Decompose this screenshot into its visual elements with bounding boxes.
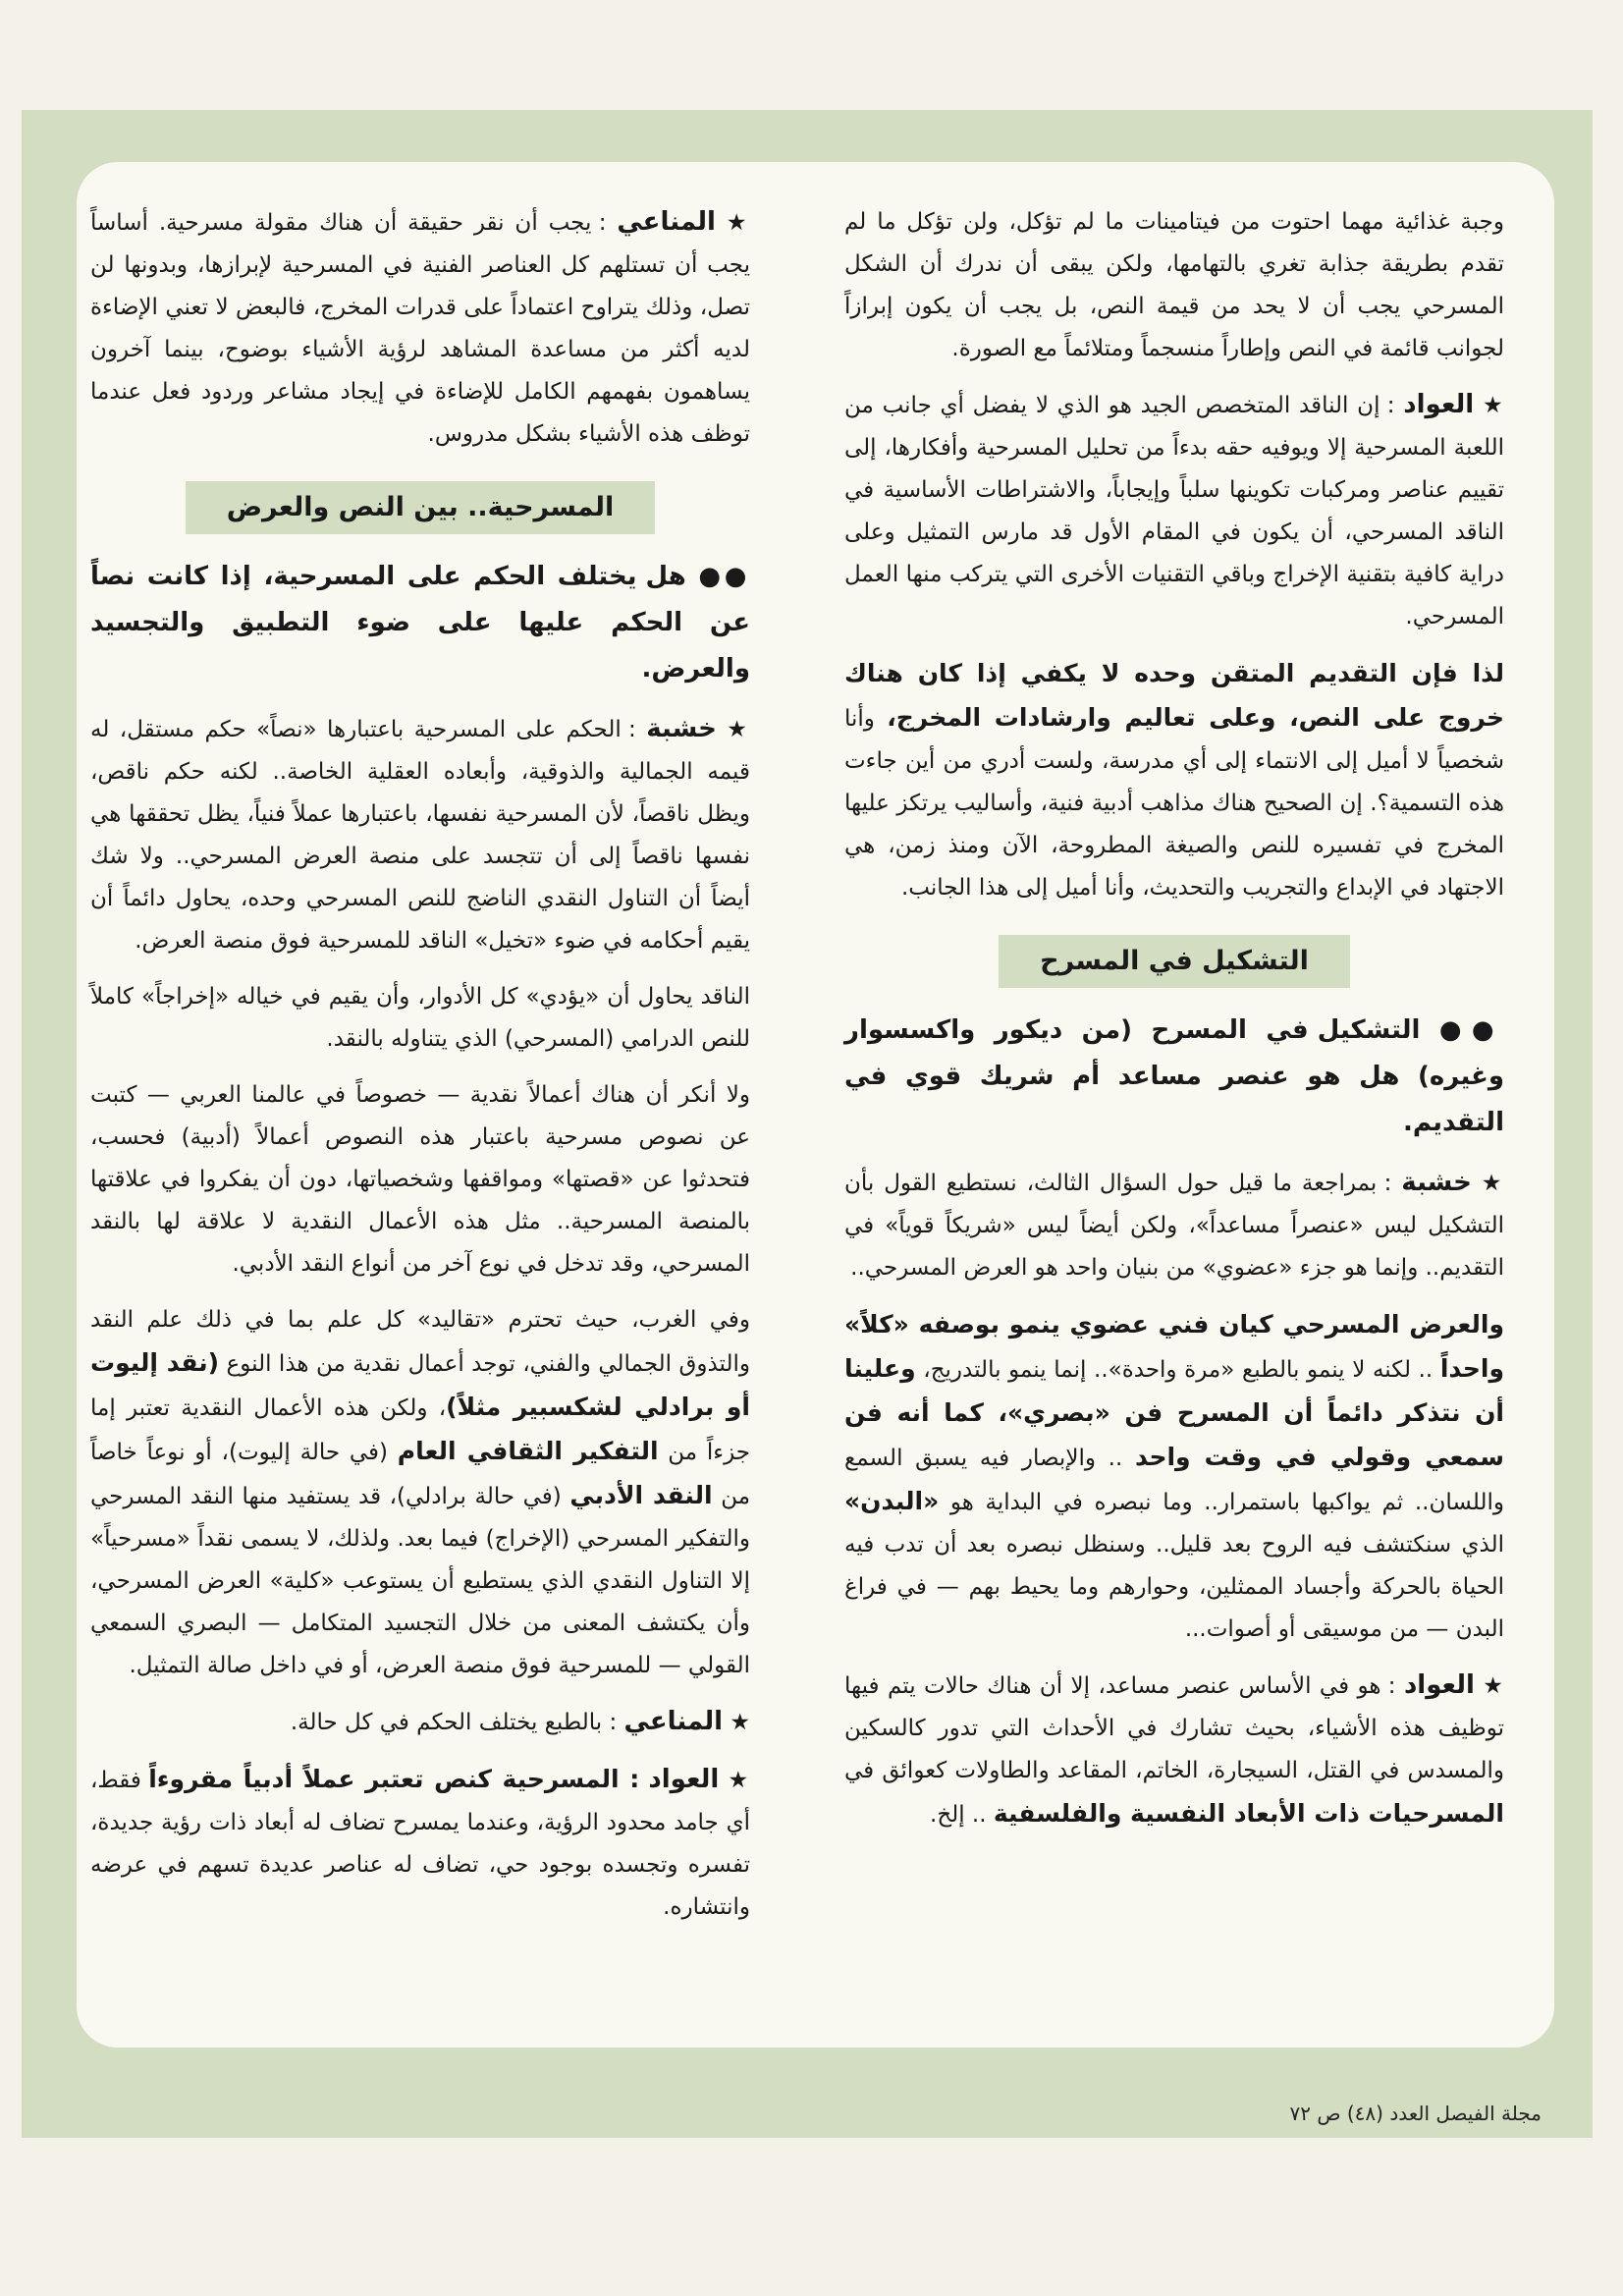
speaker-name: المناعي — [617, 207, 716, 237]
bold-text: والعرض المسرحي كيان فني عضوي ينمو بوصفه «كلاً» واحداً — [844, 1310, 1504, 1383]
paragraph: وفي الغرب، حيث تحترم «تقاليد» كل علم بما في ذلك علم النقد والتذوق الجمالي والفني، توجد أعمال نقدية من هذا النوع (نقد إليوت أو برادلي لشكسبير مثلاً)، ولكن هذه الأعمال النقدية تعتبر إما جزءاً من التفكير الثقافي العام (في حالة إليوت)، أو نوعاً خاصاً من النقد الأدبي (في حالة برادلي)، قد يستفيد منها النقد المسرحي والتفكير المسرحي (الإخراج) فيما بعد. ولذلك، لا يسمى نقداً «مسرحياً» إلا التناول النقدي الذي يستطيع أن يستوعب «كلية» العرض المسرحي، وأن يكتشف المعنى من خلال التجسيد المتكامل — البصري السمعي القولي — للمسرحية فوق منصة العرض، أو في داخل صالة التمثيل. — [90, 1307, 751, 1678]
paragraph: ★ خشبة : بمراجعة ما قيل حول السؤال الثالث، نستطيع القول بأن التشكيل ليس «عنصراً مساعداً»، ولكن أيضاً ليس «شريكاً قوياً» في التقديم.. وإنما هو جزء «عضوي» من بنيان واحد هو العرض المسرحي.. — [844, 1168, 1505, 1281]
page-footer: مجلة الفيصل العدد (٤٨) ص ٧٢ — [1289, 2102, 1542, 2125]
speaker-name: العواد — [1403, 1670, 1475, 1700]
paragraph: ★ خشبة : الحكم على المسرحية باعتبارها «نصاً» حكم مستقل، له قيمه الجمالية والذوقية، وأبعاده العقلية الخاصة.. لكنه حكم ناقص، ويظل ناقصاً، لأن المسرحية نفسها، باعتبارها عملاً فنياً، يظل تحققها هي نفسها ناقصاً إلى أن تتجسد على منصة العرض المسرحي.. ولا شك أيضاً أن التناول النقدي الناضج للنص المسرحي وحده، يحاول دائماً أن يقيم أحكامه في ضوء «تخيل» الناقد للمسرحية فوق منصة العرض. — [90, 714, 751, 954]
star-icon: ★ — [1483, 1673, 1505, 1699]
paragraph: ★ المناعي : يجب أن نقر حقيقة أن هناك مقولة مسرحية. أساساً يجب أن تستلهم كل العناصر الفنية في المسرحية لإبرازها، وبدونها لن تصل، وذلك يتراوح اعتماداً على قدرات المخرج، فالبعض لا تعني الإضاءة لديه أكثر من مساعدة المشاهد لرؤية الأشياء بوضوح، بينما آخرون يساهمون بفهمهم الكامل للإضاءة في إيجاد مشاعر وردود فعل عندما توظف هذه الأشياء بشكل مدروس. — [90, 207, 751, 447]
bold-text: النقد الأدبي — [569, 1481, 713, 1509]
paragraph: ولا أنكر أن هناك أعمالاً نقدية — خصوصاً في عالمنا العربي — كتبت عن نصوص مسرحية باعتبار هذه النصوص أعمالاً (أدبية) فحسب، فتحدثوا عن «قصتها» ومواقفها وشخصياتها، دون أن يفكروا في علاقتها بالمنصة المسرحية.. مثل هذه الأعمال النقدية لا علاقة لها بالنقد المسرحي، وقد تدخل في نوع آخر من أنواع النقد الأدبي. — [90, 1082, 750, 1277]
bold-text: : المسرحية كنص تعتبر عملاً أدبياً مقروءاً — [148, 1765, 640, 1793]
speaker-name: العواد — [648, 1765, 720, 1794]
paragraph: ★ العواد : المسرحية كنص تعتبر عملاً أدبياً مقروءاً فقط، أي جامد محدود الرؤية، وعندما يمسرح تضاف له أبعاد ذات رؤية جديدة، تفسره وتجسده بوجود حي، تضاف له عناصر عديدة تسهم في عرضه وانتشاره. — [90, 1765, 751, 1920]
section-title: المسرحية.. بين النص والعرض — [90, 481, 750, 534]
speaker-name: خشبة — [1401, 1168, 1472, 1197]
bold-text: (نقد إليوت أو برادلي لشكسبير مثلاً) — [90, 1348, 750, 1421]
paragraph: الناقد يحاول أن «يؤدي» كل الأدوار، وأن يقيم في خياله «إخراجاً» كاملاً للنص الدرامي (المسرحي) الذي يتناوله بالنقد. — [90, 984, 750, 1052]
bold-text: المسرحيات ذات الأبعاد النفسية والفلسفية — [993, 1799, 1504, 1828]
bold-text: «البدن» — [844, 1487, 940, 1515]
speaker-name: خشبة — [646, 714, 717, 743]
paragraph: ★ العواد : هو في الأساس عنصر مساعد، إلا أن هناك حالات يتم فيها توظيف هذه الأشياء، بحيث تشارك في الأحداث التي تدور كالسكين والمسدس في القتل، السيجارة، الخاتم، المقاعد والطاولات كعوائق في المسرحيات ذات الأبعاد النفسية والفلسفية .. إلخ. — [844, 1670, 1505, 1828]
question: ●● التشكيل في المسرح (من ديكور واكسسوار وغيره) هل هو عنصر مساعد أم شريك قوي في التقديم. — [844, 1015, 1504, 1137]
right-column — [844, 201, 1504, 1850]
star-icon: ★ — [727, 717, 751, 742]
paragraph: ★ المناعي : بالطبع يختلف الحكم في كل حالة. — [290, 1707, 750, 1736]
bold-text: وعلينا أن نتذكر دائماً أن المسرح فن «بصري»، كما أنه فن سمعي وقولي في وقت واحد — [844, 1354, 1505, 1471]
double-dot-icon: ●● — [698, 562, 751, 591]
star-icon: ★ — [1482, 393, 1504, 418]
left-column — [90, 201, 750, 1942]
star-icon: ★ — [728, 1768, 751, 1793]
paragraph: لذا فإن التقديم المتقن وحده لا يكفي إذا كان هناك خروج على النص، وعلى تعاليم وارشادات المخرج، وأنا شخصياً لا أميل إلى الانتماء إلى أي مدرسة، ولست أدري من أين جاءت هذه التسمية؟. إن الصحيح هناك مذاهب أدبية فنية، وأساليب يرتكز عليها المخرج في تفسيره للنص والصيغة المطروحة، الآن ومنذ زمن، هي الاجتهاد في الإبداع والتجريب والتحديث، وأنا أميل إلى هذا الجانب. — [844, 659, 1504, 901]
section-title: التشكيل في المسرح — [844, 935, 1504, 988]
star-icon: ★ — [730, 1710, 750, 1735]
paragraph: ★ العواد : إن الناقد المتخصص الجيد هو الذي لا يفضل أي جانب من اللعبة المسرحية إلا ويوفيه حقه بدءاً من تحليل المسرحية وأفكارها، إلى تقييم عناصر ومركبات تكوينها سلباً وإيجاباً، والاشتراطات الأساسية في الناقد المسرحي، أن يكون في المقام الأول قد مارس التمثيل وعلى دراية كافية بتقنية الإخراج وباقي التقنيات الأخرى التي يتركب منها العمل المسرحي. — [844, 390, 1504, 629]
bold-text: التفكير الثقافي العام — [397, 1437, 659, 1465]
question: ●● هل يختلف الحكم على المسرحية، إذا كانت نصاً عن الحكم عليها على ضوء التطبيق والتجسيد والعرض. — [90, 562, 751, 683]
paragraph: وجبة غذائية مهما احتوت من فيتامينات ما لم تؤكل، ولن تؤكل ما لم تقدم بطريقة جذابة تغري بالتهامها، ولكن يبقى أن ندرك أن الشكل المسرحي يجب أن لا يحد من قيمة النص، بل يجب أن يكون إبرازاً لجوانب قائمة في النص وإطاراً منسجماً ومتلائماً مع الصورة. — [844, 209, 1504, 361]
speaker-name: العواد — [1403, 390, 1475, 419]
double-dot-icon: ●● — [1438, 1015, 1504, 1045]
star-icon: ★ — [1481, 1171, 1505, 1196]
bold-text: لذا فإن التقديم المتقن وحده لا يكفي إذا كان هناك خروج على النص، وعلى تعاليم وارشادات المخرج، — [844, 659, 1504, 732]
speaker-name: المناعي — [623, 1707, 724, 1736]
star-icon: ★ — [726, 210, 751, 236]
paragraph: والعرض المسرحي كيان فني عضوي ينمو بوصفه «كلاً» واحداً .. لكنه لا ينمو بالطبع «مرة واحدة».. إنما ينمو بالتدريج، وعلينا أن نتذكر دائماً أن المسرح فن «بصري»، كما أنه فن سمعي وقولي في وقت واحد .. والإبصار فيه يسبق السمع واللسان.. ثم يواكبها باستمرار.. وما نبصره في البداية هو «البدن» الذي سنكتشف فيه الروح بعد قليل.. وسنظل نبصره بعد أن تدب فيه الحياة بالحركة وأجساد الممثلين، وحوارهم وما يحيط بهم — في فراغ البدن — من موسيقى أو أصوات... — [844, 1310, 1505, 1642]
